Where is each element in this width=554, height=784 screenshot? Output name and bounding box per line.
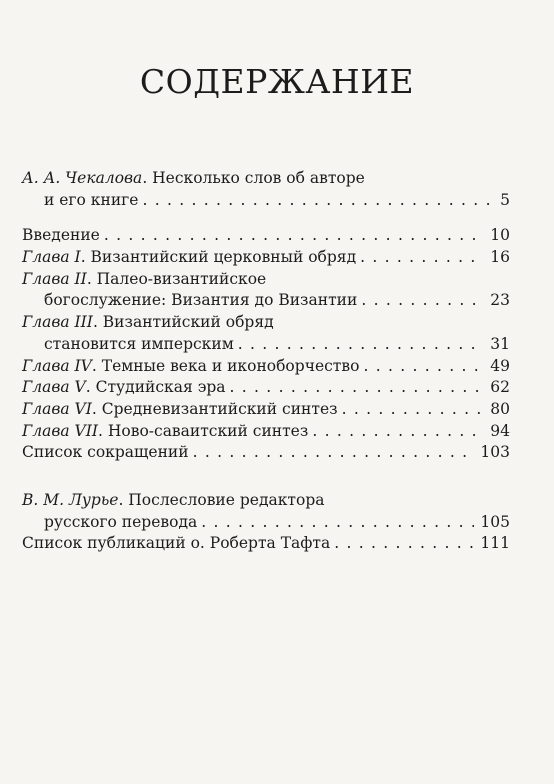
toc-page-number: 103 [480, 443, 510, 462]
toc-entry-text: . Несколько слов об авторе [142, 169, 365, 187]
dot-leader [334, 533, 474, 555]
toc-entry-title [22, 490, 510, 512]
toc-page-number: 49 [490, 356, 510, 375]
toc-entry-author: В. М. Лурье [22, 490, 119, 509]
toc-page-number: 80 [490, 399, 510, 418]
toc-entry-text: . Средневизантийский синтез [91, 399, 338, 418]
toc-entry [22, 377, 510, 399]
table-of-contents [22, 168, 510, 555]
toc-page-number: 23 [490, 291, 510, 310]
toc-page-number: 62 [490, 378, 510, 397]
dot-leader [312, 421, 484, 443]
dot-leader [361, 290, 484, 312]
toc-page-number: 16 [490, 248, 510, 267]
toc-entry-chapter: Глава III [22, 313, 93, 332]
toc-entry-text: Список сокращений [22, 443, 189, 462]
dot-leader [363, 356, 484, 378]
dot-leader [104, 225, 484, 247]
dot-leader [360, 247, 484, 269]
dot-leader [142, 190, 490, 212]
toc-entry-chapter: Глава VI [22, 399, 92, 418]
toc-entry-author: А. А. Чекалова [22, 169, 143, 187]
toc-entry [22, 225, 510, 247]
dot-leader [201, 512, 474, 534]
toc-page-number: 105 [480, 512, 510, 531]
toc-entry-title [22, 312, 510, 334]
dot-leader [238, 334, 485, 356]
toc-entry-text: . Послесловие редактора [118, 490, 325, 509]
toc-entry-continuation: становится имперским [44, 334, 234, 353]
toc-entry-chapter: Глава I [22, 248, 81, 267]
toc-entry-chapter: Глава IV [22, 356, 92, 375]
toc-entry-chapter: Глава VII [22, 421, 99, 440]
toc-entry [22, 190, 510, 212]
dot-leader [193, 442, 475, 464]
toc-entry-text: . Византийский церковный обряд [80, 248, 357, 267]
toc-entry-continuation: богослужение: Византия до Византии [44, 291, 358, 310]
toc-entry-continuation: русского перевода [44, 512, 198, 531]
toc-page-number: 111 [480, 534, 510, 553]
toc-page-number: 94 [490, 421, 510, 440]
toc-entry-text: Введение [22, 226, 100, 245]
toc-entry-chapter: Глава II [22, 269, 87, 288]
toc-entry-text: Список публикаций о. Роберта Тафта [22, 534, 331, 553]
toc-page-number: 31 [490, 334, 510, 353]
dot-leader [230, 377, 485, 399]
toc-entry-text: . Студийская эра [85, 378, 226, 397]
toc-entry [22, 356, 510, 378]
toc-entry-text: . Ново-саваитский синтез [98, 421, 309, 440]
toc-entry-text: . Византийский обряд [92, 313, 274, 332]
toc-page-number: 5 [500, 190, 510, 209]
toc-entry [22, 290, 510, 312]
toc-entry-chapter: Глава V [22, 378, 86, 397]
toc-entry [22, 399, 510, 421]
toc-entry-text: . Палео-византийское [86, 269, 267, 288]
toc-entry [22, 334, 510, 356]
toc-entry-title [22, 168, 510, 190]
toc-entry-text: . Темные века и иконоборчество [91, 356, 360, 375]
dot-leader [342, 399, 485, 421]
toc-entry [22, 512, 510, 534]
page-title: СОДЕРЖАНИЕ [139, 62, 415, 101]
toc-page-number: 10 [490, 226, 510, 245]
toc-entry [22, 533, 510, 555]
toc-entry-title [22, 269, 510, 291]
toc-entry [22, 247, 510, 269]
toc-entry [22, 421, 510, 443]
toc-entry-continuation: и его книге [44, 190, 139, 209]
toc-entry [22, 442, 510, 464]
